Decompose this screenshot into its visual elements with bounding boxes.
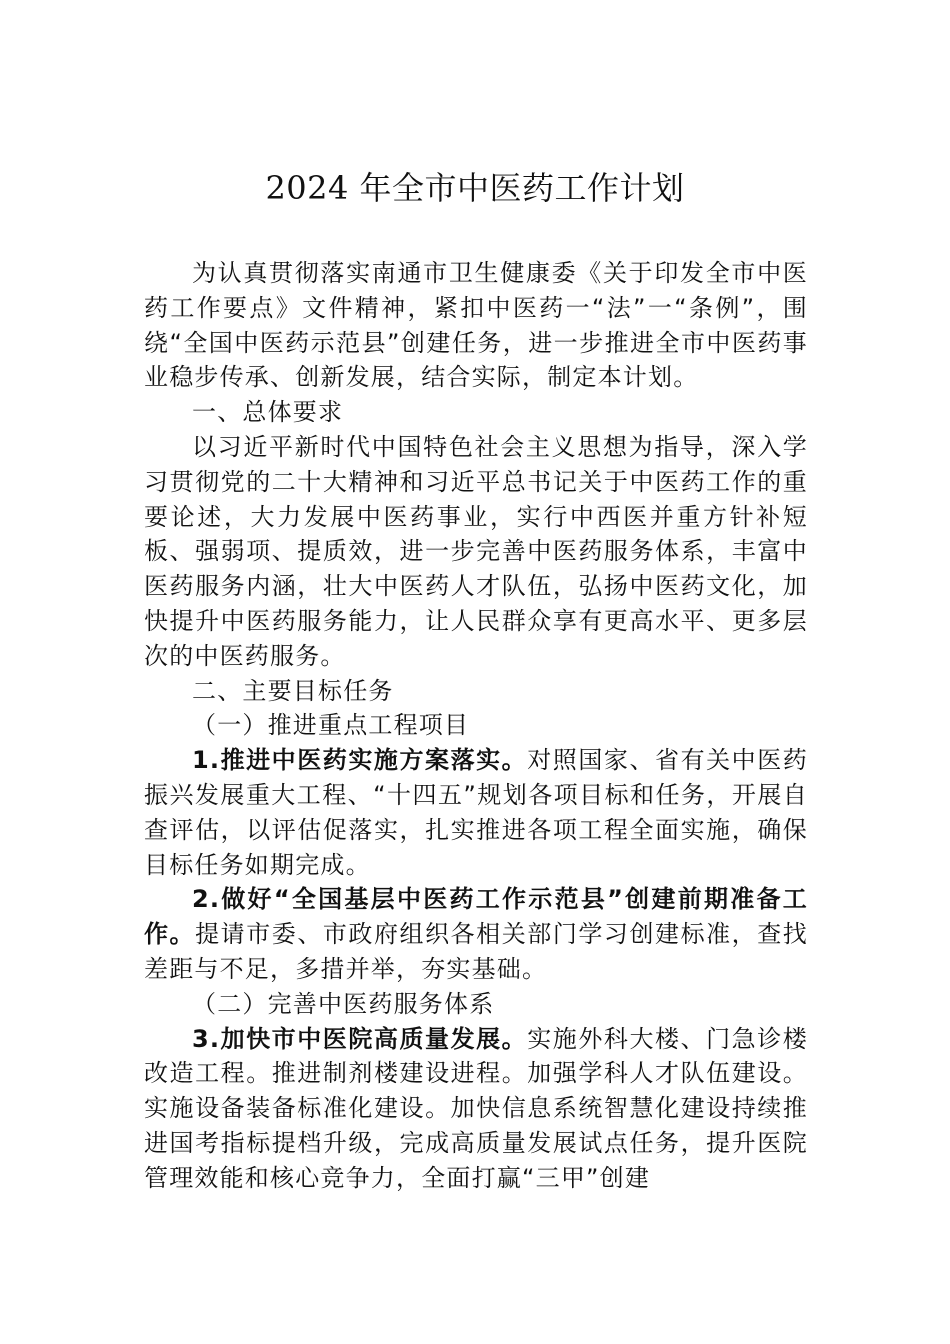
section-heading-main-tasks: 二、主要目标任务	[192, 676, 394, 705]
intro-paragraph: 为认真贯彻落实南通市卫生健康委《关于印发全市中医药工作要点》文件精神，紧扣中医药一“法”一“条例”，围绕“全国中医药示范县”创建任务，进一步推进全市中医药事业稳步传承、创新发展，结合实际，制定本计划。	[144, 259, 808, 392]
document-body	[144, 256, 808, 1196]
task-item-1-title: 1.推进中医药实施方案落实。	[192, 746, 528, 775]
document-title: 2024 年全市中医药工作计划	[265, 169, 685, 207]
task-item-2	[144, 882, 808, 986]
task-item-3-text: 实施外科大楼、门急诊楼改造工程。推进制剂楼建设进程。加强学科人才队伍建设。实施设备装备标准化建设。加快信息系统智慧化建设持续推进国考指标提档升级，完成高质量发展试点任务，提升医院管理效能和核心竞争力，全面打赢“三甲”创建	[144, 1024, 808, 1192]
task-item-1-text: 对照国家、省有关中医药振兴发展重大工程、“十四五”规划各项目标和任务，开展自查评估，以评估促落实，扎实推进各项工程全面实施，确保目标任务如期完成。	[144, 746, 808, 879]
task-item-3-title: 3.加快市中医院高质量发展。	[192, 1024, 528, 1053]
subsection-heading-service-system: （二）完善中医药服务体系	[192, 989, 495, 1018]
general-requirements-paragraph: 以习近平新时代中国特色社会主义思想为指导，深入学习贯彻党的二十大精神和习近平总书记关于中医药工作的重要论述，大力发展中医药事业，实行中西医并重方针补短板、强弱项、提质效，进一步完善中医药服务体系，丰富中医药服务内涵，壮大中医药人才队伍，弘扬中医药文化，加快提升中医药服务能力，让人民群众享有更高水平、更多层次的中医药服务。	[144, 432, 808, 670]
subsection-heading-key-projects: （一）推进重点工程项目	[192, 711, 470, 740]
task-item-3	[144, 1022, 808, 1196]
task-item-1	[144, 743, 808, 882]
task-item-2-text: 提请市委、市政府组织各相关部门学习创建标准，查找差距与不足，多措并举，夯实基础。	[144, 920, 808, 983]
task-item-2-title: 2.做好“全国基层中医药工作示范县”创建前期准备工作。	[144, 885, 808, 949]
section-heading-general-requirements: 一、总体要求	[192, 398, 344, 427]
